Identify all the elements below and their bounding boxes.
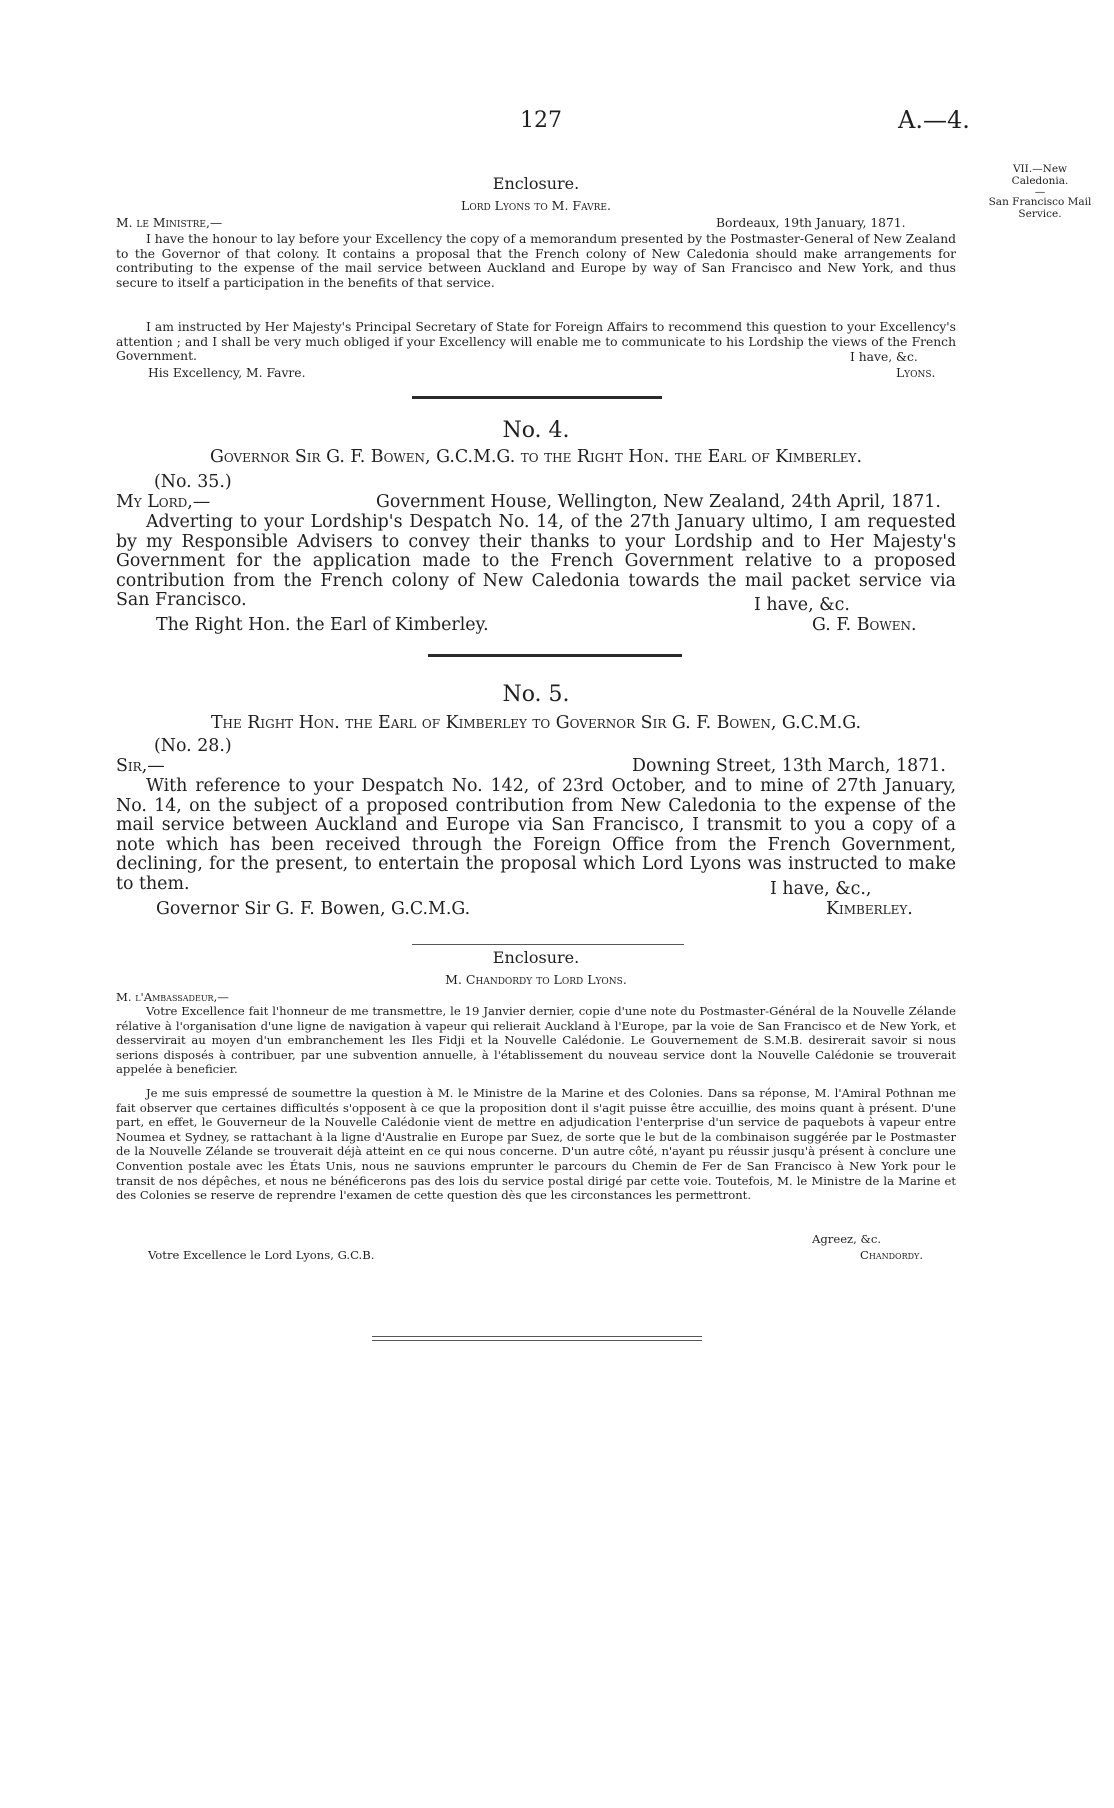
paragraph: I am instructed by Her Majesty's Principal Secretary of State for Foreign Affairs to recommend this question to your Excellency's attention ; and I shall be very much obliged if your Excellency will enable me to communicate to his Lordship the views of the French Government. xyxy=(116,320,956,364)
signature: G. F. Bowen. xyxy=(812,615,917,635)
salutation: My Lord,— xyxy=(116,492,211,512)
date-line: Downing Street, 13th March, 1871. xyxy=(632,756,946,776)
signature: Lyons. xyxy=(896,366,936,380)
page-number: 127 xyxy=(520,108,562,133)
margin-note-dash: — xyxy=(1034,186,1046,198)
signature: Chandordy. xyxy=(860,1248,924,1262)
margin-note-topic: San Francisco Mail Service. xyxy=(988,196,1092,220)
end-divider xyxy=(372,1340,702,1341)
enclosure-heading: Enclosure. xyxy=(492,174,580,193)
addressee: Votre Excellence le Lord Lyons, G.C.B. xyxy=(148,1248,375,1262)
paragraph: Votre Excellence fait l'honneur de me transmettre, le 19 Janvier dernier, copie d'une note du Postmaster-Général de la Nouvelle Zélande rélative à l'organisation d'une ligne de navigation à vapeur qui relierait Auckland à l'Europe, par la voie de San Francisco et de New York, et desservirait au moyen d'un embranchement les Iles Fidji et la Nouvelle Calédonie. Le Gouvernement de S.M.B. desirerait savoir si nous serions disposés à contribuer, par une subvention annuelle, à l'établissement du nouveau service dont la Nouvelle Calédonie se trouverait appelée à beneficier. xyxy=(116,1004,956,1077)
closing-line: I have, &c., xyxy=(770,879,872,899)
end-divider xyxy=(372,1336,702,1337)
paragraph: Je me suis empressé de soumettre la question à M. le Ministre de la Marine et des Colonies. Dans sa réponse, M. l'Amiral Pothnan me fait observer que certaines difficultés s'opposent à ce que la proposition dont il s'agit puisse être accuillie, des moins quant à présent. D'une part, en effet, le Gouverneur de la Nouvelle Calédonie vient de mettre en adjudication l'enterprise d'un service de paquebots à vapeur entre Noumea et Sydney, se rattachant à la ligne d'Australie en Europe par Suez, de sorte que le but de la combinaison suggérée par le Postmaster de la Nouvelle Zélande se trouverait déjà atteint en ce qui nous concerne. D'un autre côté, n'ayant pu réussir jusqu'à présent à conclure une Convention postale avec les États Unis, nous ne sauvions emprunter le parcours du Chemin de Fer de San Francisco à New York pour le transit de nos dépêches, et nous ne bénéficerons pas des lois du service postal dirigé par cette voie. Toutefois, M. le Ministre de la Marine et des Colonies se reserve de reprendre l'examen de cette question dès que les circonstances les permettront. xyxy=(116,1086,956,1203)
date-line: Bordeaux, 19th January, 1871. xyxy=(716,216,906,230)
enclosure-subheading: M. Chandordy to Lord Lyons. xyxy=(445,972,627,987)
despatch-title: The Right Hon. the Earl of Kimberley to Governor Sir G. F. Bowen, G.C.M.G. xyxy=(210,713,862,733)
enclosure-subheading: Lord Lyons to M. Favre. xyxy=(461,198,611,213)
addressee: Governor Sir G. F. Bowen, G.C.M.G. xyxy=(156,899,471,919)
signature: Kimberley. xyxy=(826,899,913,919)
paragraph: I have the honour to lay before your Excellency the copy of a memorandum presented by the Postmaster-General of New Zealand to the Governor of that colony. It contains a proposal that the French colony of New Caledonia should make arrangements for contributing to the expense of the mail service between Auckland and Europe by way of San Francisco and New York, and thus secure to itself a participation in the benefits of that service. xyxy=(116,232,956,290)
section-divider xyxy=(412,396,662,399)
addressee: The Right Hon. the Earl of Kimberley. xyxy=(156,615,489,635)
despatch-number: No. 5. xyxy=(502,682,570,707)
margin-note-section: VII.—New Caledonia. xyxy=(1011,163,1069,187)
section-divider xyxy=(428,654,682,657)
salutation: M. le Ministre,— xyxy=(116,216,223,230)
addressee: His Excellency, M. Favre. xyxy=(148,366,306,380)
despatch-number: No. 4. xyxy=(502,418,570,443)
enclosure-heading: Enclosure. xyxy=(492,948,580,967)
salutation: Sir,— xyxy=(116,756,165,776)
despatch-reference: (No. 35.) xyxy=(154,472,232,492)
closing-line: Agreez, &c. xyxy=(812,1232,882,1246)
paragraph: With reference to your Despatch No. 142, of 23rd October, and to mine of 27th January, No. 14, on the subject of a proposed contribution from New Caledonia to the expense of the mail service between Auckland and Europe via San Francisco, I transmit to you a copy of a note which has been received through the Foreign Office from the French Government, declining, for the present, to entertain the proposal which Lord Lyons was instructed to make to them. xyxy=(116,776,956,894)
despatch-salutation-row xyxy=(116,757,956,777)
paragraph: Adverting to your Lordship's Despatch No. 14, of the 27th January ultimo, I am requested by my Responsible Advisers to convey their thanks to your Lordship and to Her Majesty's Government for the application made to the French Government relative to a proposed contribution from the French colony of New Caledonia towards the mail packet service via San Francisco. xyxy=(116,512,956,611)
closing-line: I have, &c. xyxy=(850,350,918,364)
date-line: Government House, Wellington, New Zealand, 24th April, 1871. xyxy=(376,492,941,512)
enclosure-salutation-row xyxy=(116,216,956,231)
section-divider xyxy=(412,944,684,945)
despatch-reference: (No. 28.) xyxy=(154,736,232,756)
closing-line: I have, &c. xyxy=(754,595,850,615)
document-code: A.—4. xyxy=(898,106,970,134)
despatch-title: Governor Sir G. F. Bowen, G.C.M.G. to the Right Hon. the Earl of Kimberley. xyxy=(209,447,863,467)
salutation: M. l'Ambassadeur,— xyxy=(116,990,229,1004)
despatch-salutation-row xyxy=(116,493,956,513)
